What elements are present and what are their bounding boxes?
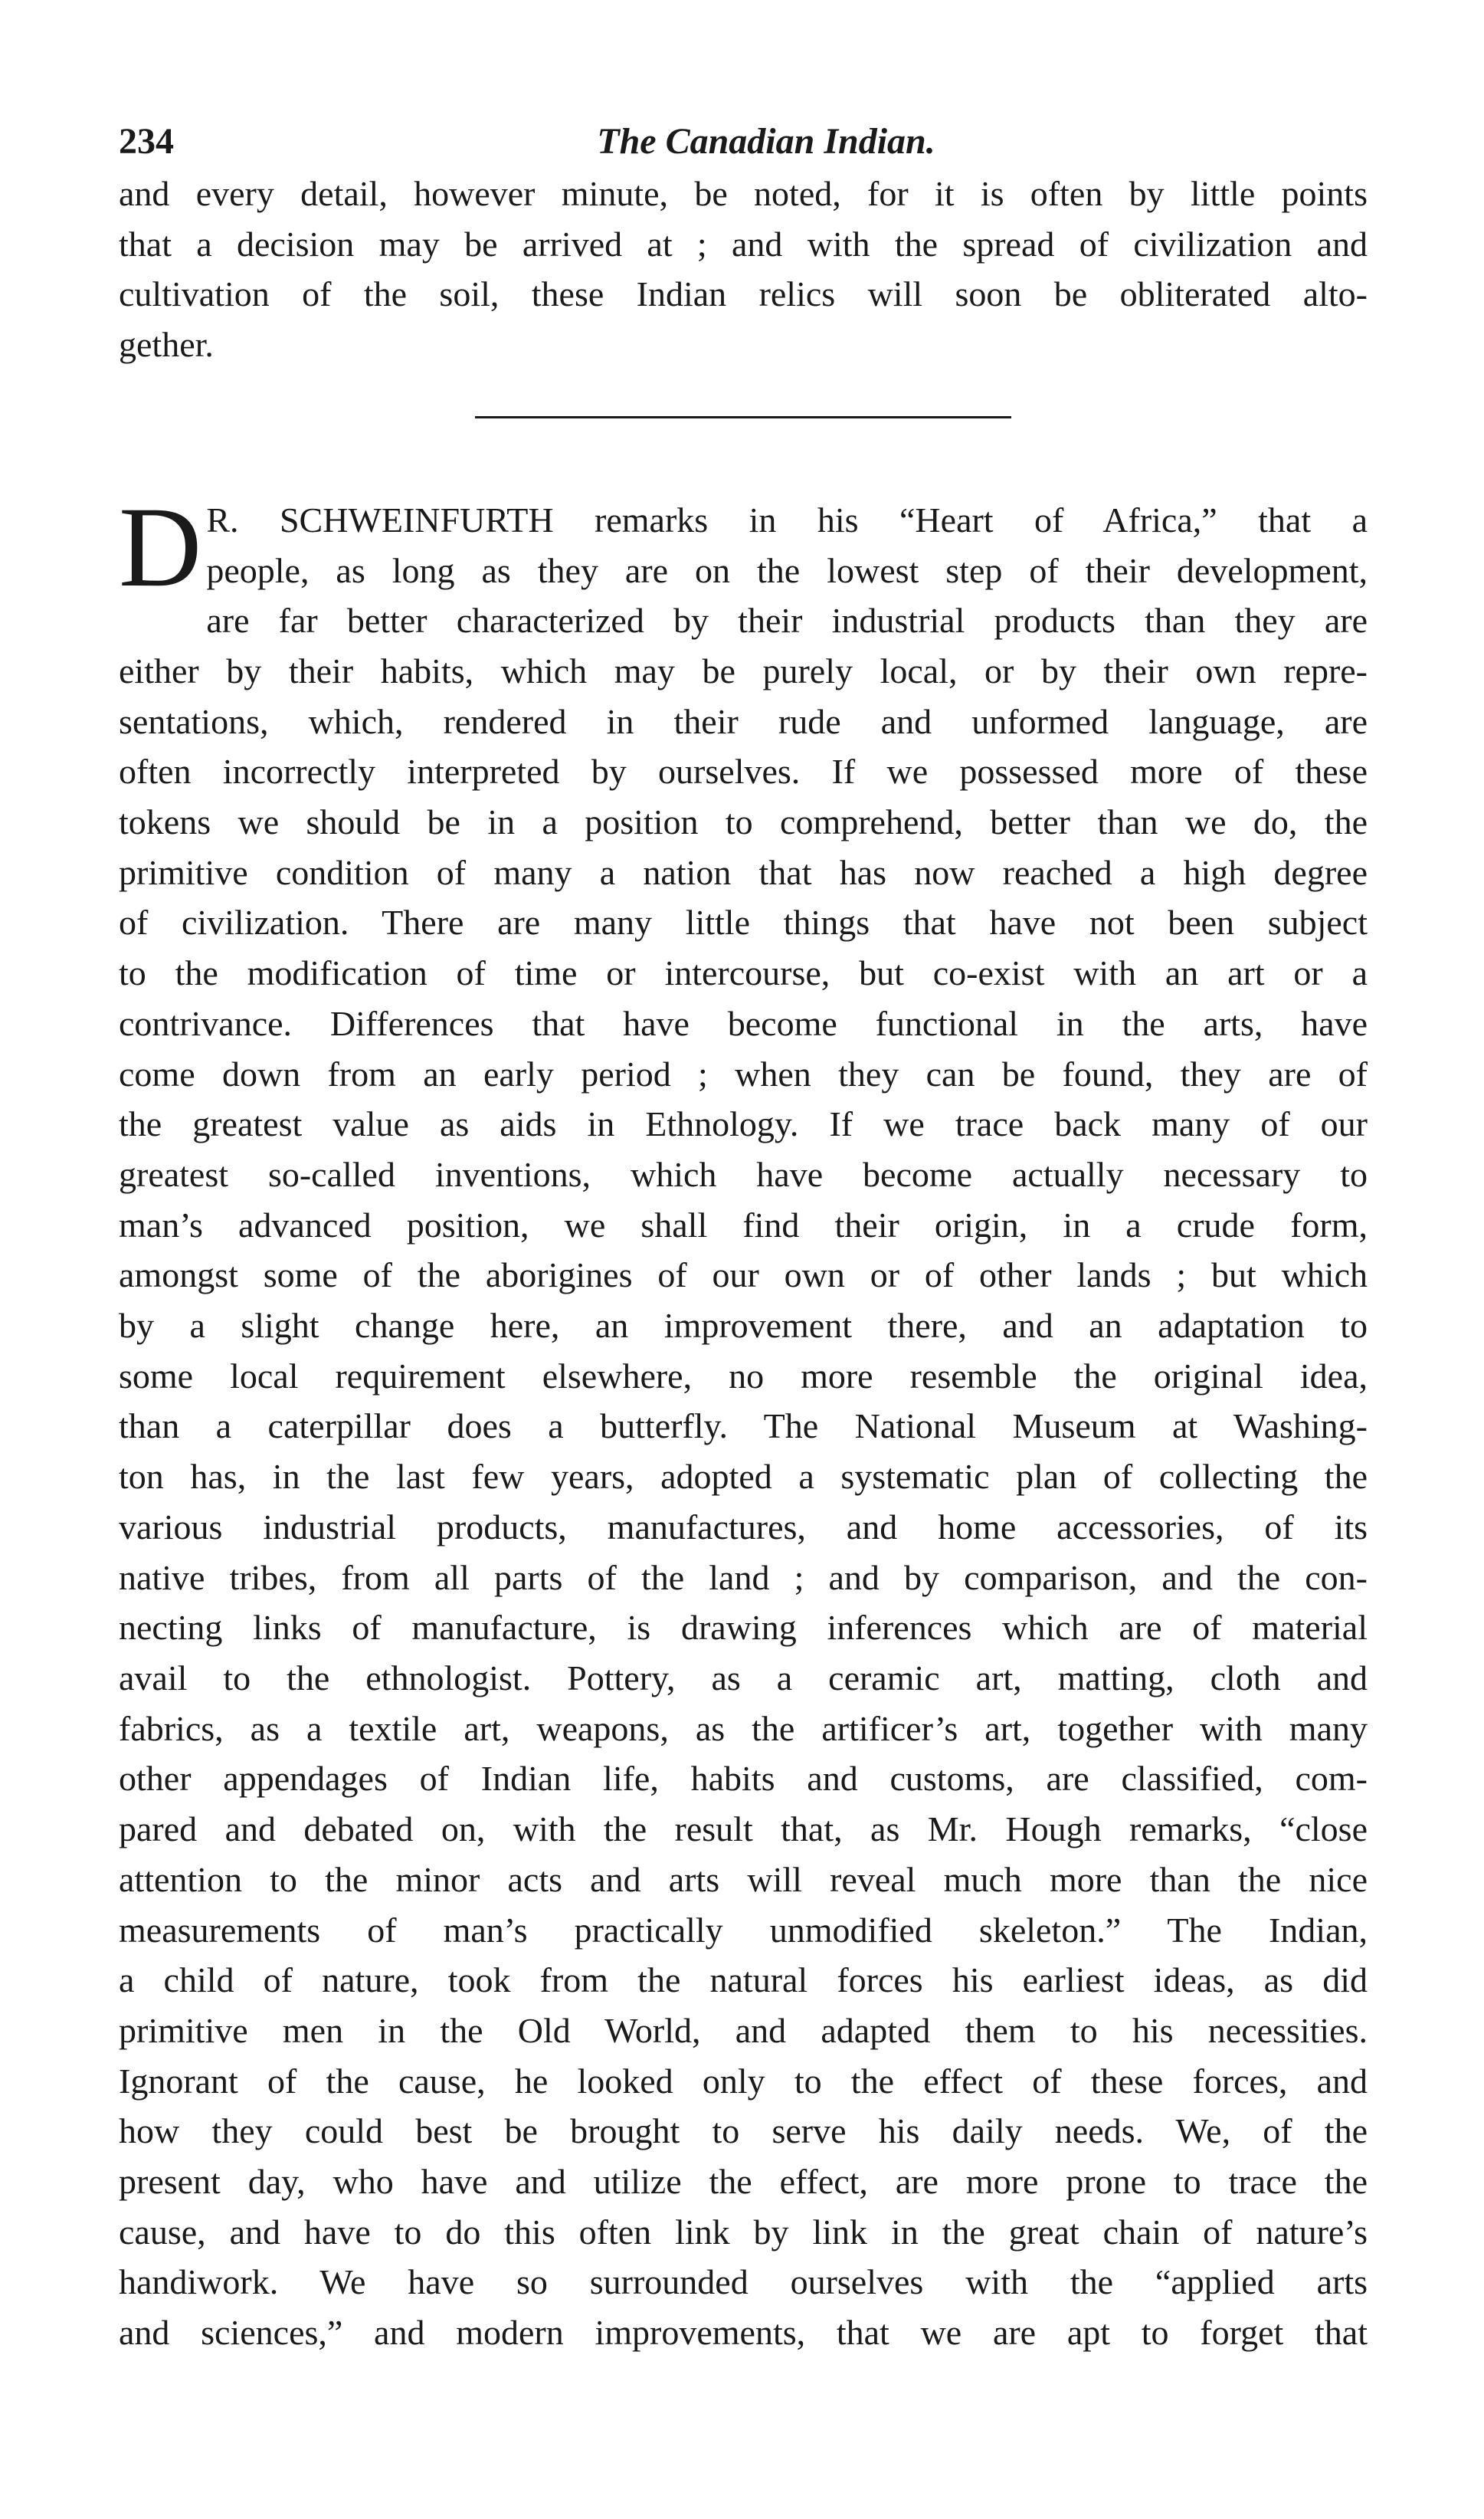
page-number: 234: [119, 121, 174, 162]
running-head: [119, 115, 1368, 169]
text-line: that a decision may be arrived at ; and with the spread of civilization and: [119, 224, 1368, 264]
text-line: fabrics, as a textile art, weapons, as the artificer’s art, together with many: [119, 1708, 1368, 1748]
text-line: Ignorant of the cause, he looked only to the effect of these forces, and: [119, 2061, 1368, 2101]
text-line: contrivance. Differences that have become functional in the arts, have: [119, 1003, 1368, 1043]
text-line: various industrial products, manufactures, and home accessories, of its: [119, 1507, 1368, 1546]
text-line: a child of nature, took from the natural forces his earliest ideas, as did: [119, 1960, 1368, 2000]
text-line: either by their habits, which may be purely local, or by their own repre-: [119, 651, 1368, 690]
section-divider: [475, 416, 1011, 418]
text-line: handiwork. We have so surrounded ourselves with the “applied arts: [119, 2262, 1368, 2302]
text-line: and every detail, however minute, be noted, for it is often by little points: [119, 174, 1368, 213]
main-paragraph: [119, 483, 1368, 2358]
text-line: tokens we should be in a position to comprehend, better than we do, the: [119, 802, 1368, 842]
text-line: sentations, which, rendered in their rude and unformed language, are: [119, 701, 1368, 741]
running-title: The Canadian Indian.: [597, 121, 935, 162]
text-line: R. SCHWEINFURTH remarks in his “Heart of Africa,” that a: [206, 500, 1368, 540]
text-line: are far better characterized by their industrial products than they are: [206, 601, 1368, 641]
text-line: the greatest value as aids in Ethnology. If we trace back many of our: [119, 1104, 1368, 1144]
book-page: [119, 115, 1368, 2358]
text-line: other appendages of Indian life, habits and customs, are classified, com-: [119, 1759, 1368, 1799]
text-line: greatest so-called inventions, which have become actually necessary to: [119, 1154, 1368, 1194]
carry-over-paragraph: [119, 169, 1368, 370]
text-line: cause, and have to do this often link by link in the great chain of nature’s: [119, 2212, 1368, 2252]
text-line: to the modification of time or intercourse, but co-exist with an art or a: [119, 953, 1368, 993]
drop-cap: D: [119, 483, 202, 611]
text-line: gether.: [119, 325, 214, 365]
text-line: measurements of man’s practically unmodified skeleton.” The Indian,: [119, 1910, 1368, 1950]
text-line: present day, who have and utilize the effect, are more prone to trace the: [119, 2162, 1368, 2202]
text-line: cultivation of the soil, these Indian relics will soon be obliterated alto-: [119, 274, 1368, 314]
text-line: necting links of manufacture, is drawing inferences which are of material: [119, 1608, 1368, 1648]
text-line: of civilization. There are many little things that have not been subject: [119, 903, 1368, 943]
text-line: and sciences,” and modern improvements, that we are apt to forget that: [119, 2313, 1368, 2353]
text-line: primitive men in the Old World, and adapted them to his necessities.: [119, 2010, 1368, 2050]
text-line: pared and debated on, with the result that, as Mr. Hough remarks, “close: [119, 1809, 1368, 1849]
text-line: native tribes, from all parts of the land ; and by comparison, and the con-: [119, 1557, 1368, 1597]
text-line: by a slight change here, an improvement there, and an adaptation to: [119, 1306, 1368, 1346]
text-line: some local requirement elsewhere, no more resemble the original idea,: [119, 1356, 1368, 1396]
text-line: man’s advanced position, we shall find their origin, in a crude form,: [119, 1205, 1368, 1245]
text-line: how they could best be brought to serve his daily needs. We, of the: [119, 2111, 1368, 2151]
text-line: than a caterpillar does a butterfly. The National Museum at Washing-: [119, 1406, 1368, 1446]
text-line: primitive condition of many a nation that has now reached a high degree: [119, 852, 1368, 892]
text-line: attention to the minor acts and arts will reveal much more than the nice: [119, 1859, 1368, 1899]
text-line: ton has, in the last few years, adopted a systematic plan of collecting the: [119, 1457, 1368, 1497]
text-line: often incorrectly interpreted by ourselves. If we possessed more of these: [119, 752, 1368, 792]
text-line: avail to the ethnologist. Pottery, as a ceramic art, matting, cloth and: [119, 1658, 1368, 1697]
text-line: come down from an early period ; when they can be found, they are of: [119, 1054, 1368, 1094]
text-line: people, as long as they are on the lowest step of their development,: [206, 550, 1368, 590]
text-line: amongst some of the aborigines of our own or of other lands ; but which: [119, 1255, 1368, 1295]
